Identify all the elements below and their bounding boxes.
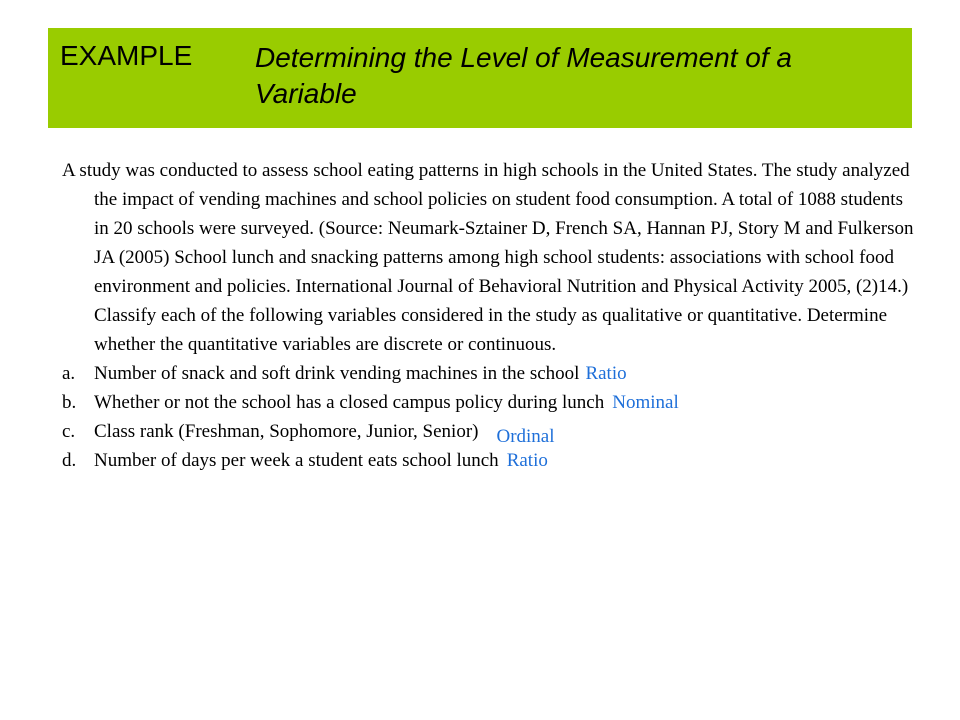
item-text: Number of days per week a student eats school lunch	[94, 450, 499, 471]
list-item-a	[62, 359, 922, 388]
answer-label: Nominal	[612, 392, 679, 413]
answer-label: Ratio	[585, 363, 627, 384]
item-text: Whether or not the school has a closed campus policy during lunch	[94, 392, 605, 413]
list-marker: d.	[62, 450, 77, 471]
answer-label: Ordinal	[496, 426, 555, 447]
list-item-b	[62, 388, 922, 417]
list-item-c	[62, 417, 922, 446]
answer-label: Ratio	[506, 450, 548, 471]
body-text	[62, 156, 922, 475]
list-marker: a.	[62, 363, 76, 384]
list-marker: c.	[62, 421, 76, 442]
list-item-d	[62, 446, 922, 475]
slide-title: Determining the Level of Measurement of a Variable	[255, 42, 792, 109]
banner-label: EXAMPLE	[60, 40, 193, 71]
item-text: Number of snack and soft drink vending machines in the school	[94, 363, 580, 384]
item-text: Class rank (Freshman, Sophomore, Junior, Senior)	[94, 421, 479, 442]
list-marker: b.	[62, 392, 77, 413]
intro-paragraph: A study was conducted to assess school eating patterns in high schools in the United States. The study analyzed the impact of vending machines and school policies on student food consumption. A total of 1088 students in 20 schools were surveyed. (Source: Neumark-Sztainer D, French SA, Hannan PJ, Story M and Fulkerson JA (2005) School lunch and snacking patterns among high school students: associations with school food environment and policies. International Journal of Behavioral Nutrition and Physical Activity 2005, (2)14.) Classify each of the following variables considered in the study as qualitative or quantitative. Determine whether the quantitative variables are discrete or continuous.	[62, 160, 914, 355]
